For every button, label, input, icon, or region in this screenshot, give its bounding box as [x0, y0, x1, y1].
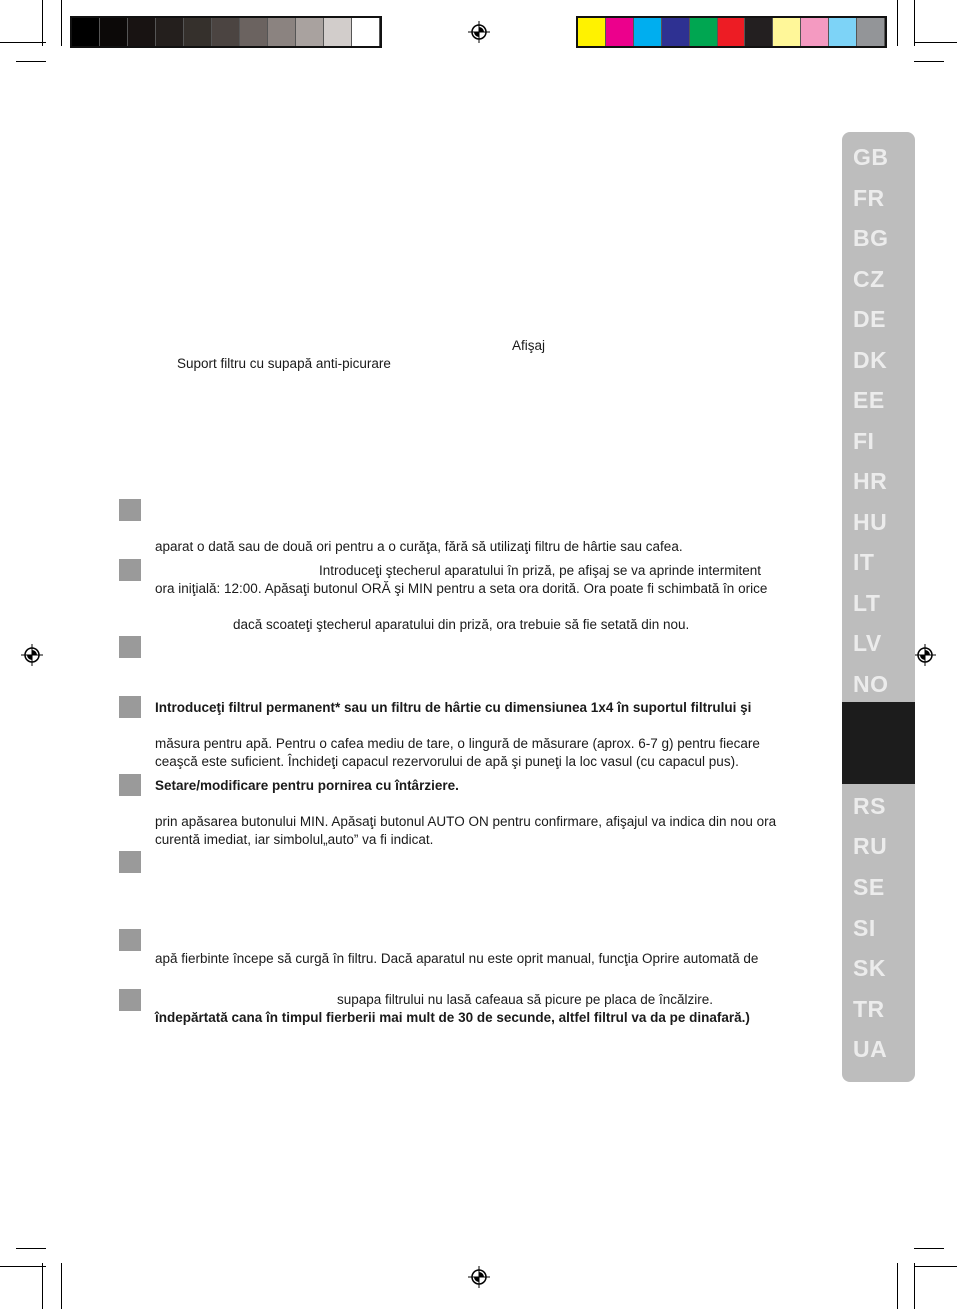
step-marker: [119, 774, 141, 796]
color-swatch: [690, 18, 718, 46]
color-swatch: [745, 18, 773, 46]
language-tab-de[interactable]: DE: [853, 306, 886, 332]
language-tab-se[interactable]: SE: [853, 874, 885, 900]
crop-mark: [897, 1263, 898, 1309]
language-tab-tr[interactable]: TR: [853, 996, 885, 1022]
color-swatch: [829, 18, 857, 46]
language-tab-rs[interactable]: RS: [853, 793, 886, 819]
color-swatch: [240, 18, 268, 46]
registration-mark-icon: [468, 1266, 490, 1288]
crop-mark: [914, 1263, 915, 1309]
color-swatch: [324, 18, 352, 46]
color-swatch: [718, 18, 746, 46]
language-tab-ua[interactable]: UA: [853, 1036, 888, 1062]
step4-text: măsura pentru apă. Pentru o cafea mediu de tare, o lingură de măsurare (aprox. 6-7 g) pentru fiecare: [155, 736, 760, 751]
step-marker: [119, 636, 141, 658]
registration-mark-icon: [21, 644, 43, 666]
crop-mark: [61, 1263, 62, 1309]
color-swatch: [72, 18, 100, 46]
crop-mark: [42, 0, 43, 46]
step2-text: dacă scoateţi ştecherul aparatului din priză, ora trebuie să fie setată din nou.: [233, 617, 690, 632]
step5-text: prin apăsarea butonului MIN. Apăsaţi butonul AUTO ON pentru confirmare, afişajul va indica din nou ora: [155, 814, 777, 829]
crop-mark: [42, 1263, 43, 1309]
crop-mark: [0, 42, 46, 43]
registration-mark-icon: [468, 21, 490, 43]
language-tab-it[interactable]: IT: [853, 549, 875, 575]
step2-text: ora iniţială: 12:00. Apăsaţi butonul ORĂ şi MIN pentru a seta ora dorită. Ora poate fi schimbată în orice: [155, 581, 768, 596]
step8-text: supapa filtrului nu lasă cafeaua să picure pe placa de încălzire.: [337, 992, 713, 1007]
language-tab-hr[interactable]: HR: [853, 468, 888, 494]
language-tab-sk[interactable]: SK: [853, 955, 886, 981]
step-marker: [119, 559, 141, 581]
language-tab-no[interactable]: NO: [853, 671, 889, 697]
language-tab-bg[interactable]: BG: [853, 225, 889, 251]
step5-text: curentă imediat, iar simbolul„auto” va fi indicat.: [155, 832, 434, 847]
crop-mark: [914, 61, 944, 62]
color-swatch: [296, 18, 324, 46]
color-swatch: [606, 18, 634, 46]
step-marker: [119, 851, 141, 873]
step4-text: ceaşcă este suficient. Închideţi capacul rezervorului de apă şi puneţi la loc vasul (cu capacul pus).: [155, 754, 739, 769]
color-swatch: [634, 18, 662, 46]
label-filter-holder: Suport filtru cu supapă anti-picurare: [177, 356, 391, 371]
crop-mark: [914, 0, 915, 46]
label-display: Afişaj: [512, 338, 546, 353]
language-tab-hu[interactable]: HU: [853, 509, 888, 535]
language-tab-active[interactable]: [842, 702, 915, 784]
color-swatch: [100, 18, 128, 46]
step-marker: [119, 929, 141, 951]
crop-mark: [914, 42, 957, 43]
color-swatch: [662, 18, 690, 46]
color-swatch: [352, 18, 380, 46]
registration-mark-icon: [914, 644, 936, 666]
crop-mark: [16, 61, 46, 62]
language-tab-ru[interactable]: RU: [853, 833, 888, 859]
step-marker: [119, 499, 141, 521]
language-tab-si[interactable]: SI: [853, 915, 876, 941]
language-tab-fi[interactable]: FI: [853, 428, 875, 454]
language-tab-fr[interactable]: FR: [853, 185, 885, 211]
language-tab-cz[interactable]: CZ: [853, 266, 885, 292]
color-swatch: [156, 18, 184, 46]
crop-mark: [897, 0, 898, 46]
color-swatch: [268, 18, 296, 46]
color-swatch: [128, 18, 156, 46]
step8-note: îndepărtată cana în timpul fierberii mai mult de 30 de secunde, altfel filtrul va da pe dinafară.): [155, 1010, 750, 1025]
step1-text: aparat o dată sau de două ori pentru a o curăţa, fără să utilizaţi filtru de hârtie sau cafea.: [155, 539, 683, 554]
language-tab-ee[interactable]: EE: [853, 387, 885, 413]
color-swatch: [857, 18, 885, 46]
color-swatch: [184, 18, 212, 46]
step5-heading: Setare/modificare pentru pornirea cu întârziere.: [155, 778, 459, 793]
crop-mark: [61, 0, 62, 46]
color-swatch: [578, 18, 606, 46]
crop-mark: [0, 1266, 46, 1267]
color-swatch: [801, 18, 829, 46]
step7-text: apă fierbinte începe să curgă în filtru. Dacă aparatul nu este oprit manual, funcţia Oprire automată de: [155, 951, 759, 966]
crop-mark: [914, 1266, 957, 1267]
step4-heading: Introduceţi filtrul permanent* sau un filtru de hârtie cu dimensiunea 1x4 în suportul filtrului şi: [155, 700, 752, 715]
language-tab-lt[interactable]: LT: [853, 590, 881, 616]
color-swatch: [212, 18, 240, 46]
language-tab-dk[interactable]: DK: [853, 347, 888, 373]
step-marker: [119, 989, 141, 1011]
step-marker: [119, 696, 141, 718]
language-tab-gb[interactable]: GB: [853, 144, 889, 170]
crop-mark: [914, 1248, 944, 1249]
crop-mark: [16, 1248, 46, 1249]
color-swatch: [773, 18, 801, 46]
language-tab-lv[interactable]: LV: [853, 630, 882, 656]
step2-text: Introduceţi ştecherul aparatului în priză, pe afişaj se va aprinde intermitent: [319, 563, 761, 578]
